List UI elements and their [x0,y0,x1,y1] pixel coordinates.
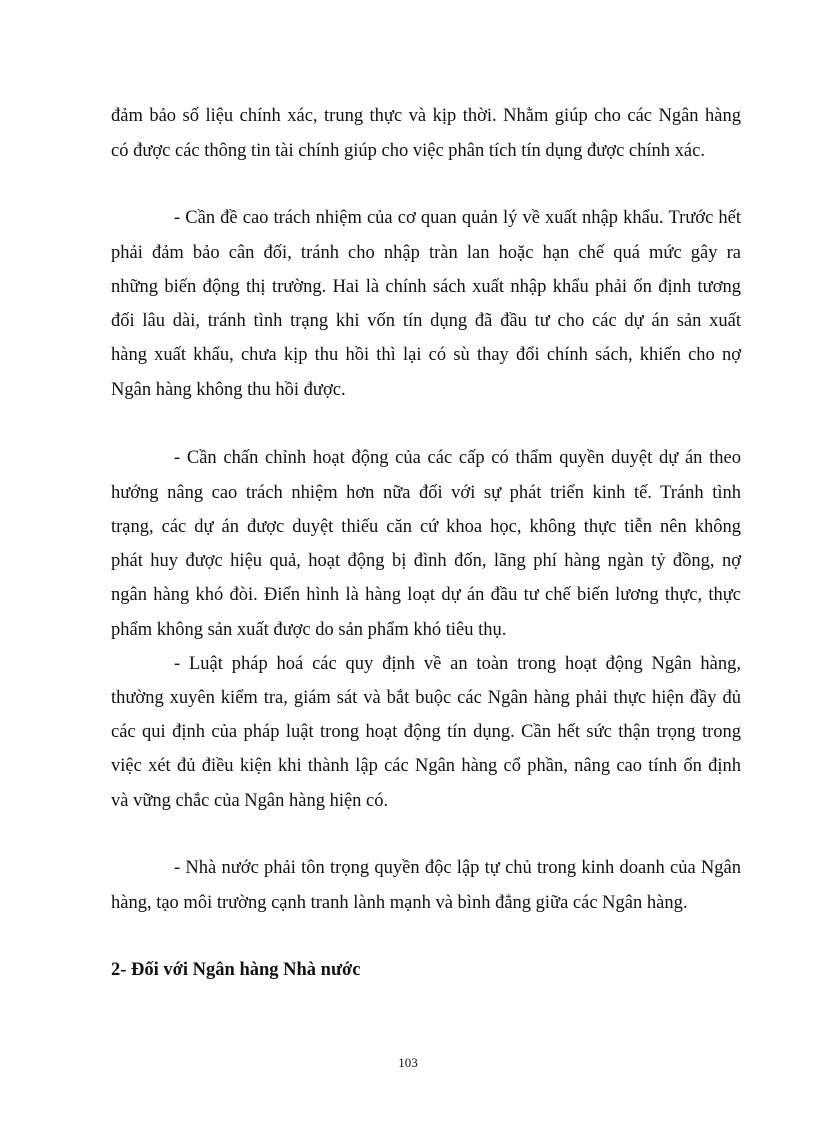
paragraph-4-line-1: - Luật pháp hoá các quy định về an toàn trong hoạt động Ngân hàng, [174,654,741,674]
paragraph-2-line-4: đối lâu dài, tránh tình trạng khi vốn tín dụng đã đầu tư cho các dự án sản xuất [111,311,741,331]
paragraph-3-line-4: phát huy được hiệu quả, hoạt động bị đình đốn, lãng phí hàng ngàn tỷ đồng, nợ [111,551,741,571]
paragraph-2-line-2: phải đảm bảo cân đối, tránh cho nhập tràn lan hoặc hạn chế quá mức gây ra [111,243,741,263]
paragraph-4-line-3: các qui định của pháp luật trong hoạt động tín dụng. Cần hết sức thận trọng trong [111,722,741,742]
paragraph-5-line-1: - Nhà nước phải tôn trọng quyền độc lập tự chủ trong kinh doanh của Ngân [174,858,741,878]
paragraph-4-line-4: việc xét đủ điều kiện khi thành lập các Ngân hàng cổ phần, nâng cao tính ổn định [111,756,741,776]
paragraph-2-line-5: hàng xuất khẩu, chưa kịp thu hồi thì lại có sù thay đổi chính sách, khiến cho nợ [111,345,741,365]
paragraph-3-line-3: trạng, các dự án được duyệt thiếu căn cứ khoa học, không thực tiễn nên không [111,517,741,537]
paragraph-3-line-1: - Cần chấn chỉnh hoạt động của các cấp có thẩm quyền duyệt dự án theo [174,448,741,468]
paragraph-1-line-2: có được các thông tin tài chính giúp cho việc phân tích tín dụng được chính xác. [111,141,705,161]
paragraph-2-line-1: - Cần đề cao trách nhiệm của cơ quan quản lý về xuất nhập khẩu. Trước hết [174,208,741,228]
page-number: 103 [398,1055,418,1070]
paragraph-3-line-2: hướng nâng cao trách nhiệm hơn nữa đối với sự phát triển kinh tế. Tránh tình [111,483,741,503]
paragraph-3-line-6: phẩm không sản xuất được do sản phẩm khó tiêu thụ. [111,620,507,640]
paragraph-2-line-6: Ngân hàng không thu hồi được. [111,380,346,400]
paragraph-4-line-2: thường xuyên kiểm tra, giám sát và bắt buộc các Ngân hàng phải thực hiện đầy đủ [111,688,741,708]
paragraph-4-line-5: và vững chắc của Ngân hàng hiện có. [111,791,389,811]
section-heading: 2- Đối với Ngân hàng Nhà nước [111,960,361,980]
paragraph-3-line-5: ngân hàng khó đòi. Điển hình là hàng loạt dự án đầu tư chế biến lương thực, thực [111,585,741,605]
paragraph-1-line-1: đảm bảo số liệu chính xác, trung thực và kịp thời. Nhằm giúp cho các Ngân hàng [111,106,741,126]
paragraph-2-line-3: những biến động thị trường. Hai là chính sách xuất nhập khẩu phải ổn định tương [111,277,741,297]
paragraph-5-line-2: hàng, tạo môi trường cạnh tranh lành mạnh và bình đẳng giữa các Ngân hàng. [111,893,688,913]
